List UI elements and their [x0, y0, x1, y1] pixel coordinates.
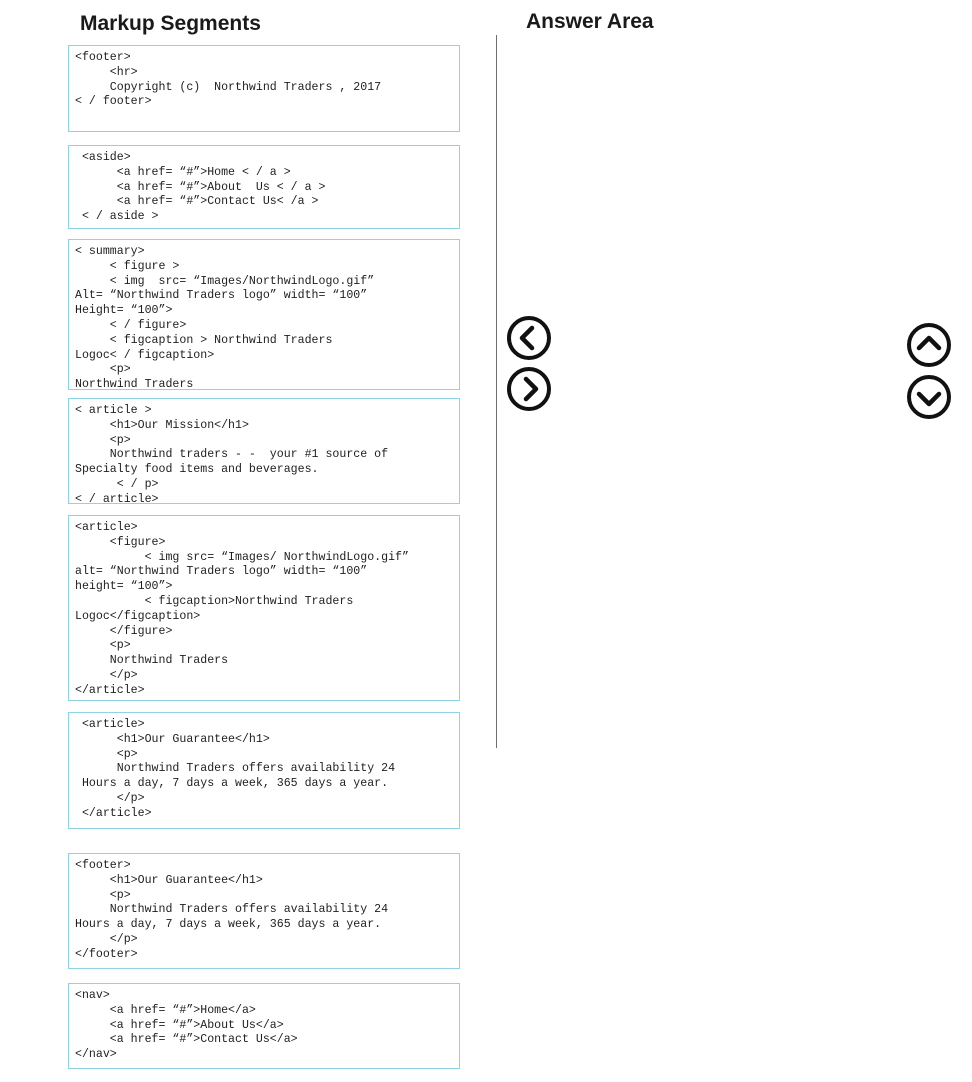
chevron-up-icon — [911, 327, 947, 363]
answer-area-heading: Answer Area — [526, 10, 654, 33]
chevron-left-icon — [511, 320, 547, 356]
move-left-button[interactable] — [507, 316, 551, 360]
markup-segment-article-mission[interactable] — [68, 398, 460, 504]
move-up-button[interactable] — [907, 323, 951, 367]
column-divider — [496, 35, 497, 748]
markup-segment-summary-logo[interactable] — [68, 239, 460, 390]
segment-code: <article> <h1>Our Guarantee</h1> <p> Northwind Traders offers availability 24 Hours a day, 7 days a week, 365 days a year. </p> </article> — [81, 718, 396, 820]
segment-code: <article> <figure> < img src= “Images/ NorthwindLogo.gif” alt= “Northwind Traders logo” width= “100” height= “100”> < figcaption>Northwind Traders Logoc</figcaption> </figure> <p> Northwind Traders </p> </article> — [75, 521, 409, 697]
markup-segment-aside-links[interactable] — [68, 145, 460, 229]
segment-code: <footer> <h1>Our Guarantee</h1> <p> Northwind Traders offers availability 24 Hours a day, 7 days a week, 365 days a year. </p> </footer> — [75, 859, 389, 961]
markup-segment-footer-guarantee[interactable] — [68, 853, 460, 969]
segment-code: <aside> <a href= “#”>Home < / a > <a href= “#”>About Us < / a > <a href= “#”>Contact Us< /a > < / aside > — [81, 151, 326, 224]
move-right-button[interactable] — [507, 367, 551, 411]
markup-segment-article-logo[interactable] — [68, 515, 460, 701]
segment-code: <footer> <hr> Copyright (c) Northwind Traders , 2017 < / footer> — [75, 51, 382, 109]
segment-code: < summary> < figure > < img src= “Images/NorthwindLogo.gif” Alt= “Northwind Traders logo” width= “100” Height= “100”> < / figure> < figcaption > Northwind Traders Logoc< / figcaption> <p> Northwind Traders — [75, 245, 375, 392]
markup-segments-heading: Markup Segments — [80, 12, 261, 35]
move-down-button[interactable] — [907, 375, 951, 419]
markup-segment-footer-copyright[interactable] — [68, 45, 460, 132]
segment-code: < article > <h1>Our Mission</h1> <p> Northwind traders - - your #1 source of Specialty food items and beverages. < / p> < / article> — [75, 404, 389, 506]
answer-area-dropzone[interactable] — [520, 40, 890, 740]
markup-segment-nav-links[interactable] — [68, 983, 460, 1069]
chevron-down-icon — [911, 379, 947, 415]
chevron-right-icon — [511, 371, 547, 407]
markup-segment-article-guarantee[interactable] — [68, 712, 460, 829]
segment-code: <nav> <a href= “#”>Home</a> <a href= “#”>About Us</a> <a href= “#”>Contact Us</a> </nav> — [75, 989, 298, 1062]
